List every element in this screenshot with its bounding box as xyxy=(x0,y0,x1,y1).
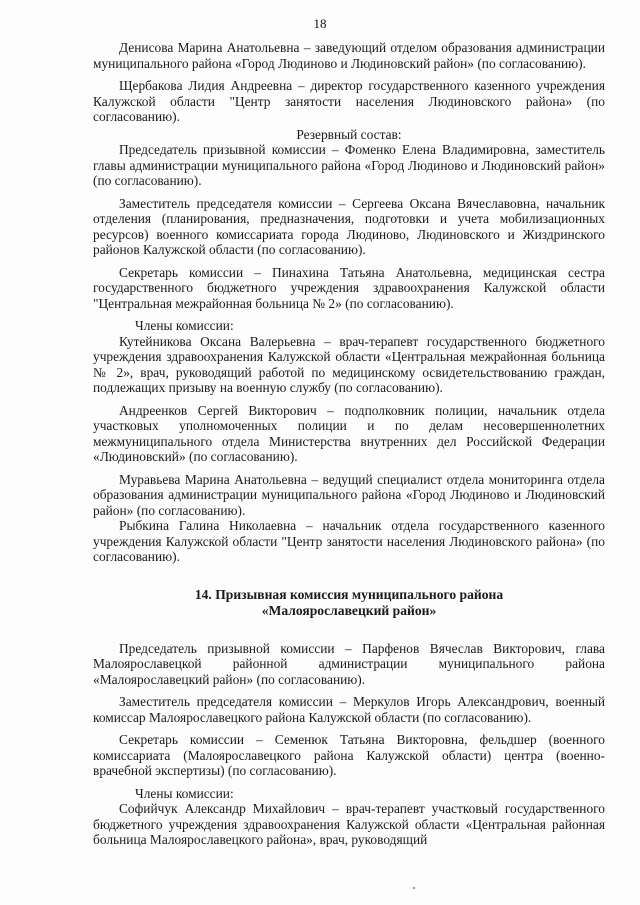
paragraph-reserve-chair: Председатель призывной комиссии – Фоменко Елена Владимировна, заместитель главы администрации муниципального района «Город Людиново и Людиновский район» (по согласованию). xyxy=(93,142,605,188)
document-body xyxy=(93,40,605,848)
paragraph-section-deputy: Заместитель председателя комиссии – Меркулов Игорь Александрович, военный комиссар Малоярославецкого района Калужской области (по согласованию). xyxy=(93,694,605,725)
paragraph-member-sofiychuk: Софийчук Александр Михайлович – врач-терапевт участковый государственного бюджетного учреждения здравоохранения Калужской области «Центральная районная больница Малоярославецкого района», врач, руководящий xyxy=(93,801,605,847)
members-title: Члены комиссии: xyxy=(135,785,234,801)
paragraph-member-rybkina: Рыбкина Галина Николаевна – начальник отдела государственного казенного учреждения Калужской области "Центр занятости населения Людиновского района» (по согласованию). xyxy=(93,518,605,564)
section-heading-line1: 14. Призывная комиссия муниципального района xyxy=(194,586,504,602)
spacer xyxy=(93,258,605,265)
scan-speck xyxy=(413,887,415,889)
spacer xyxy=(93,619,605,641)
paragraph-member-muravyeva: Муравьева Марина Анатольевна – ведущий специалист отдела мониторинга отдела образования администрации муниципального района «Город Людиново и Людиновский район» (по согласованию). xyxy=(93,471,605,518)
spacer xyxy=(93,311,605,318)
paragraph-scherbakova: Щербакова Лидия Андреевна – директор государственного казенного учреждения Калужской области "Центр занятости населения Людиновского района» (по согласованию). xyxy=(93,78,605,124)
spacer xyxy=(93,189,605,196)
section-heading-line2: «Малоярославецкий район» xyxy=(261,602,437,618)
paragraph-reserve-secretary: Секретарь комиссии – Пинахина Татьяна Анатольевна, медицинская сестра государственного бюджетного учреждения здравоохранения Калужской области "Центральная межрайонная больница № 2» (по согласованию). xyxy=(93,264,605,311)
paragraph-section-secretary: Секретарь комиссии – Семенюк Татьяна Викторовна, фельдшер (военного комиссариата (Малоярославецкого района Калужской области) центра (военно-врачебной экспертизы) (по согласованию). xyxy=(93,732,605,778)
paragraph-member-kuteynikova: Кутейникова Оксана Валерьевна – врач-терапевт государственного бюджетного учреждения здравоохранения Калужской области «Центральная межрайонная больница № 2», врач, руководящий работой по медицинскому освидетельствованию граждан, подлежащих призыву на военную службу (по согласованию). xyxy=(93,333,605,395)
spacer xyxy=(93,687,605,694)
reserve-title: Резервный состав: xyxy=(296,126,402,142)
spacer xyxy=(93,465,605,472)
spacer xyxy=(93,71,605,78)
paragraph-member-andreenkov: Андреенков Сергей Викторович – подполковник полиции, начальник отдела участковых уполномоченных полиции и по делам несовершеннолетних межмуниципального отдела Министерства внутренних дел Российской Федерации «Людиновский» (по согласованию). xyxy=(93,402,605,464)
page-number: 18 xyxy=(313,16,327,31)
paragraph-section-chair: Председатель призывной комиссии – Парфенов Вячеслав Викторович, глава Малоярославецкой районной администрации муниципального района «Малоярославецкий район» (по согласованию). xyxy=(93,640,605,687)
spacer xyxy=(93,396,605,403)
paragraph-reserve-deputy: Заместитель председателя комиссии – Сергеева Оксана Вячеславовна, начальник отделения (планирования, предназначения, подготовки и учета мобилизационных ресурсов) военного комиссариата города Людиново, Людиновского и Жиздринского районов Калужской области (по согласованию). xyxy=(93,195,605,257)
paragraph-denisova: Денисова Марина Анатольевна – заведующий отделом образования администрации муниципального района «Город Людиново и Людиновский район» (по согласованию). xyxy=(93,40,605,71)
members-title: Члены комиссии: xyxy=(135,318,234,333)
spacer xyxy=(93,779,605,786)
spacer xyxy=(93,725,605,732)
